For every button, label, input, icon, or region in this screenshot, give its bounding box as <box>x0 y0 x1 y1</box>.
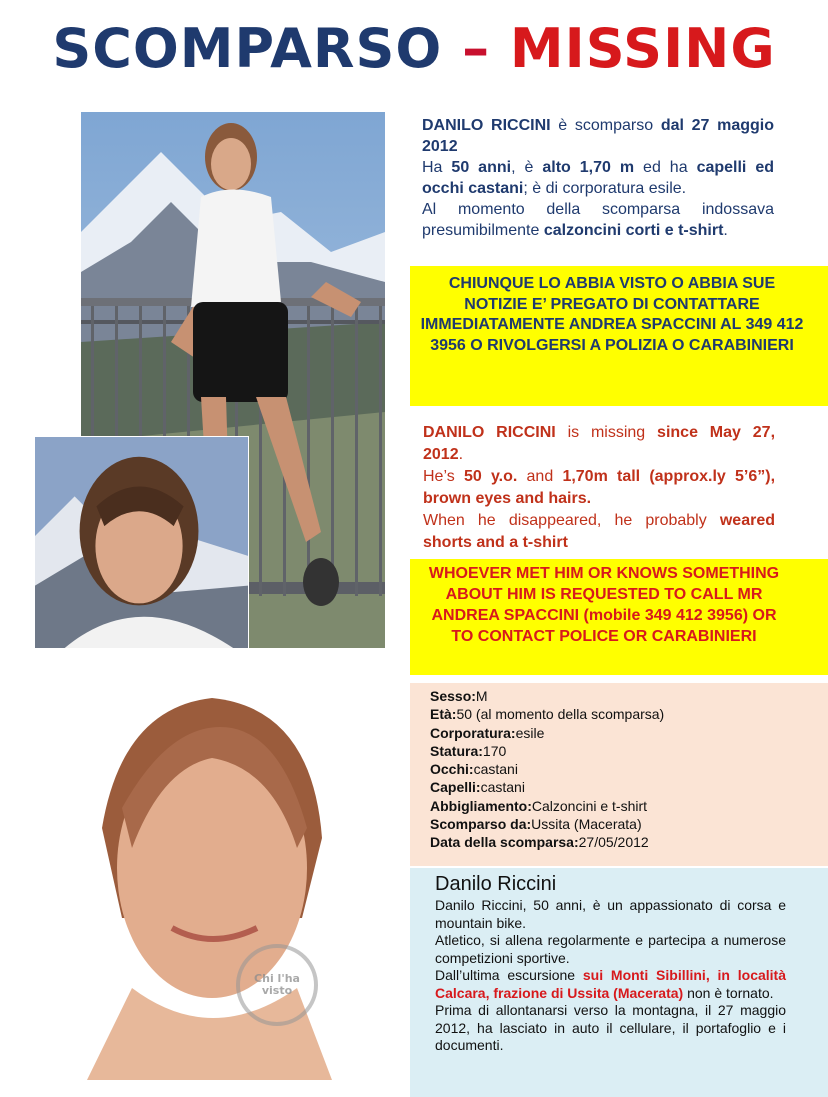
detail-value: Calzoncini e t-shirt <box>531 797 648 814</box>
en-text-2: . <box>458 446 464 463</box>
detail-value: Ussita (Macerata) <box>531 816 642 833</box>
detail-row <box>430 760 828 778</box>
detail-row <box>430 705 828 723</box>
english-contact-box: WHOEVER MET HIM OR KNOWS SOMETHING ABOUT HIM IS REQUESTED TO CALL MR ANDREA SPACCINI (mobile 349 412 3956) OR TO CONTACT POLICE OR CARABINIERI <box>410 559 828 675</box>
photo-portrait <box>62 688 352 1080</box>
bio-p3-text: Dall’ultima escursione <box>435 967 583 983</box>
it-text-7: . <box>723 222 728 239</box>
italian-contact-box: CHIUNQUE LO ABBIA VISTO O ABBIA SUE NOTIZIE E’ PREGATO DI CONTATTARE IMMEDIATAMENTE ANDREA SPACCINI AL 349 412 3956 O RIVOLGERSI A POLIZIA O CARABINIERI <box>410 266 828 406</box>
it-text-4: ed ha <box>634 159 697 176</box>
it-text-3: , è <box>511 159 543 176</box>
detail-value: 50 (al momento della scomparsa) <box>456 706 665 723</box>
bio-paragraph-4: Prima di allontanarsi verso la montagna, il 27 maggio 2012, ha lasciato in auto il cellulare, il portafoglio e i documenti. <box>435 1002 786 1053</box>
en-text-5: When he disappeared, he probably <box>423 512 720 529</box>
page-title <box>0 14 828 84</box>
detail-label: Capelli: <box>430 779 481 796</box>
detail-label: Statura: <box>430 742 483 759</box>
bio-box <box>410 868 828 1097</box>
en-text-4: and <box>517 468 563 485</box>
detail-label: Età: <box>430 706 457 723</box>
bio-p3-end: non è tornato. <box>683 984 774 1001</box>
it-hair-eyes: capelli ed occhi castani <box>422 159 774 197</box>
it-text-5: ; è di corporatura esile. <box>523 180 687 197</box>
detail-value: M <box>475 688 488 704</box>
detail-row <box>430 687 828 705</box>
detail-value: castani <box>480 779 525 796</box>
details-box <box>410 683 828 866</box>
en-text-3: He’s <box>423 468 464 485</box>
bio-location: sui Monti Sibillini, in località Calcara, frazione di Ussita (Macerata) <box>435 967 786 1001</box>
detail-label: Occhi: <box>430 761 474 778</box>
title-english: MISSING <box>509 17 776 80</box>
detail-label: Abbigliamento: <box>430 797 532 814</box>
detail-row <box>430 778 828 796</box>
detail-row <box>430 833 828 851</box>
detail-row <box>430 797 828 815</box>
bio-paragraph-2: Atletico, si allena regolarmente e partecipa a numerose competizioni sportive. <box>435 932 786 966</box>
it-clothes: calzoncini corti e t-shirt <box>543 222 724 239</box>
detail-value: 27/05/2012 <box>578 834 649 851</box>
title-dash: – <box>462 17 491 80</box>
en-height: 1,70m tall (approx.ly 5’6”), brown eyes and hairs. <box>423 468 776 507</box>
bio-paragraph-3 <box>435 967 786 1002</box>
detail-value: 170 <box>482 742 507 759</box>
it-age: 50 anni <box>451 159 512 176</box>
detail-label: Sesso: <box>430 688 476 704</box>
detail-row <box>430 742 828 760</box>
en-text-1: is missing <box>555 424 658 441</box>
title-italian: SCOMPARSO <box>52 17 443 80</box>
watermark-text: Chi l'ha visto <box>254 972 300 997</box>
detail-row <box>430 815 828 833</box>
it-height: alto 1,70 m <box>542 159 635 176</box>
it-date: dal 27 maggio 2012 <box>422 117 775 155</box>
en-clothes: weared shorts and a t-shirt <box>423 512 775 551</box>
detail-label: Scomparso da: <box>430 816 532 833</box>
en-age: 50 y.o. <box>463 468 518 485</box>
it-name: DANILO RICCINI <box>422 117 551 134</box>
detail-label: Data della scomparsa: <box>430 834 579 851</box>
english-description <box>423 422 775 554</box>
detail-value: castani <box>473 761 518 778</box>
photo-close-up <box>34 436 249 649</box>
en-since: since May 27, 2012 <box>423 424 776 463</box>
it-text-2: Ha <box>422 159 452 176</box>
watermark-logo <box>236 944 318 1026</box>
detail-value: esile <box>515 724 545 741</box>
en-name: DANILO RICCINI <box>423 424 556 441</box>
bio-paragraph-1: Danilo Riccini, 50 anni, è un appassionato di corsa e mountain bike. <box>435 897 786 931</box>
bio-name: Danilo Riccini <box>435 873 557 895</box>
detail-row <box>430 724 828 742</box>
italian-description <box>422 115 774 241</box>
it-text-6: Al momento della scomparsa indossava presumibilmente <box>422 201 774 239</box>
it-text-1: è scomparso <box>550 117 661 134</box>
detail-label: Corporatura: <box>430 724 516 741</box>
